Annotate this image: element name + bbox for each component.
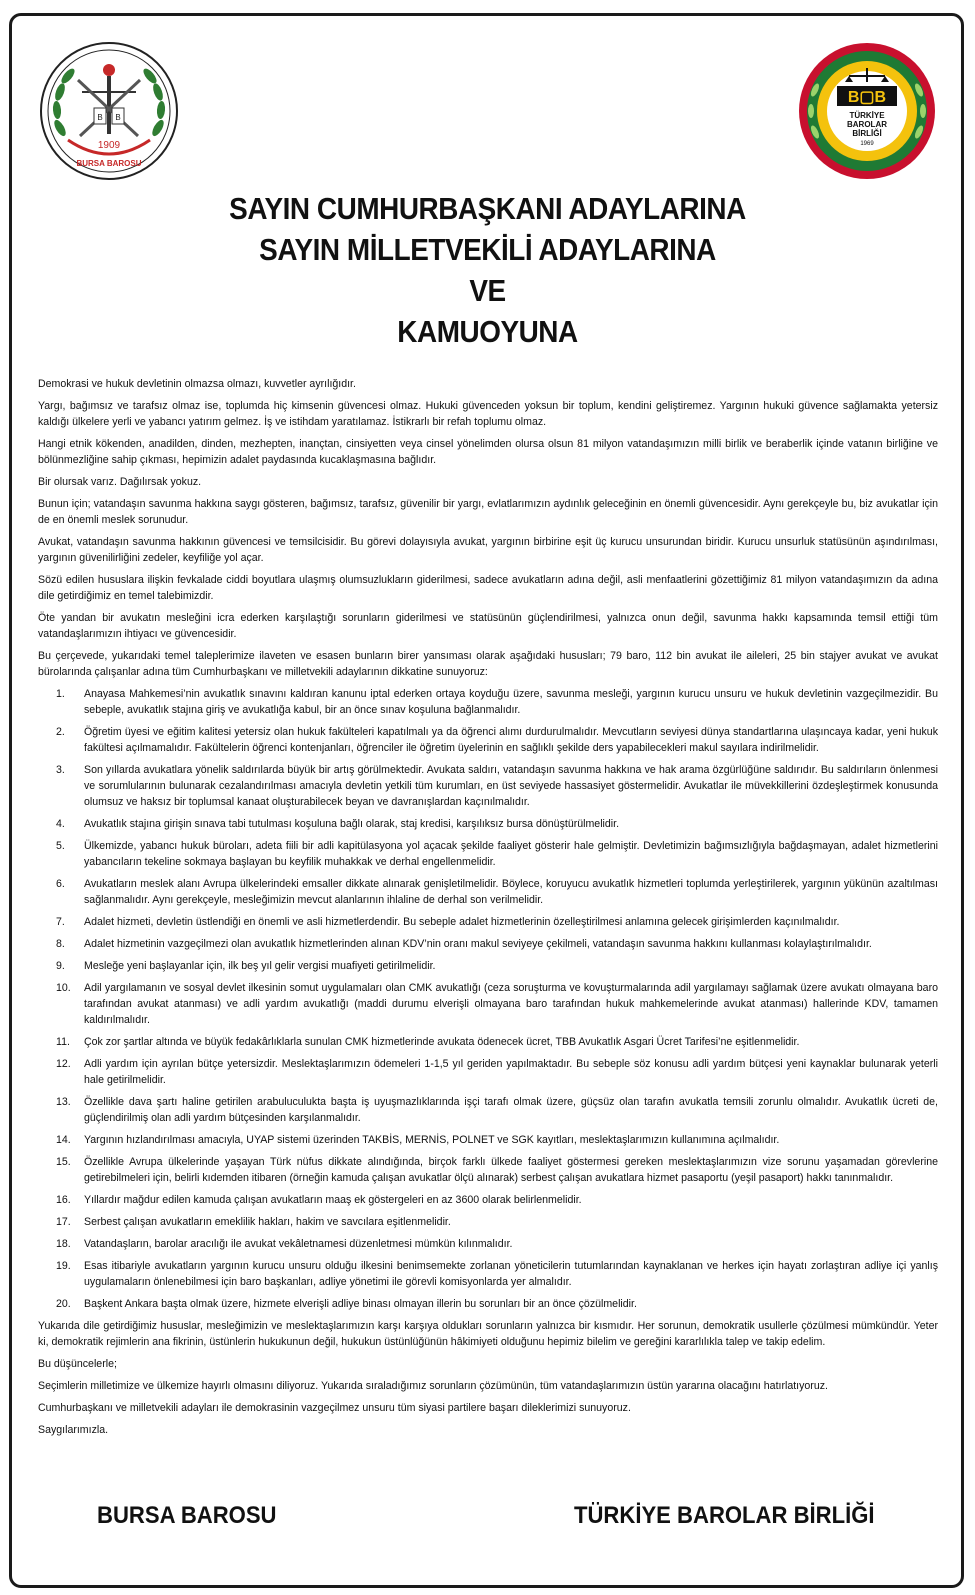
signature-tbb: TÜRKİYE BAROLAR BİRLİĞİ [574, 1502, 875, 1529]
list-item [38, 1236, 938, 1252]
list-item [38, 1192, 938, 1208]
tbb-logo [797, 40, 937, 182]
closing-paragraph: Cumhurbaşkanı ve milletvekili adayları ile demokrasinin vazgeçilmez unsuru tüm siyasi partilere başarı dileklerimizi sunuyoruz. [38, 1402, 631, 1414]
item-text: Mesleğe yeni başlayanlar için, ilk beş yıl gelir vergisi muafiyeti getirilmelidir. [84, 960, 436, 972]
intro-paragraph: Hangi etnik kökenden, anadilden, dinden, mezhepten, inançtan, cinsiyetten veya cinsel yönelimden olursa olsun 81 milyon vatandaşımızın milli birlik ve beraberlik içinde vatanın birliğine ve bölünmezliğine sahip çıkması, hepimizin adalet paydasında kucaklaşmasına bağlıdır. [38, 438, 938, 466]
list-item [38, 838, 938, 870]
intro-paragraph: Avukat, vatandaşın savunma hakkının güvencesi ve temsilcisidir. Bu görevi dolayısıyla avukat, yargının birbirine eşit üç kurucu unsurundan biridir. Kurucu unsurluk statüsünün aşındırılması, yargının güvenilirliğini zedeler, keyfiliğe yol açar. [38, 536, 938, 564]
item-text: Yıllardır mağdur edilen kamuda çalışan avukatların maaş ek göstergeleri en az 3600 olarak belirlenmelidir. [84, 1194, 582, 1206]
signature-bursa-barosu: BURSA BAROSU [97, 1502, 277, 1529]
item-number: 2. [56, 726, 65, 738]
list-item [38, 1094, 938, 1126]
intro-paragraph: Sözü edilen hususlara ilişkin fevkalade ciddi boyutlara ulaşmış olumsuzlukların giderilmesi, sadece avukatların adına değil, asli menfaatlerini gözettiğimiz 81 milyon vatandaşımızın da adına dile getirdiğimiz en temel talebimizdir. [38, 574, 938, 602]
list-item [38, 1056, 938, 1088]
item-text: Avukatların meslek alanı Avrupa ülkelerindeki emsaller dikkate alınarak genişletilmelidir. Böylece, koruyucu avukatlık hizmetleri toplumda yerleştirilerek, yargının yükünün azaltılması sağlanmalıdır. Aynı gerekçeyle, mesleğimizin mevcut alanlarının ihlaline de derhal son verilmelidir. [84, 878, 938, 906]
list-item [38, 816, 938, 832]
item-text: Adalet hizmetinin vazgeçilmezi olan avukatlık hizmetlerinden alınan KDV’nin oranı makul seviyeye çekilmeli, vatandaşın savunma hakkını kullanması kolaylaştırılmalıdır. [84, 938, 872, 950]
item-text: Özellikle Avrupa ülkelerinde yaşayan Türk nüfus dikkate alındığında, birçok farklı ülkede faaliyet göstermesi gereken meslektaşlarımızın vize sorunu yaşamadan görevlerine getirebilmeleri için, belirli kıdemden itibaren (örneğin kamuda çalışan avukatlar ölçü alınarak) serbest çalışan avukatlara hizmet pasaportu (yeşil pasaport) hakkı tanınmalıdır. [84, 1156, 938, 1184]
item-number: 1. [56, 688, 65, 700]
page-title [157, 188, 819, 352]
item-text: Ülkemizde, yabancı hukuk büroları, adeta fiili bir adli kapitülasyona yol açacak şekilde faaliyet gösterir hale gelmiştir. Devletimizin bağımsızlığıyla bağdaşmayan, adalet hizmetlerini yabancıların tekeline sokmaya başlayan bu keyfilik muhakkak ve derhal engellenmelidir. [84, 840, 938, 868]
item-text: Son yıllarda avukatlara yönelik saldırılarda büyük bir artış görülmektedir. Avukata saldırı, vatandaşın savunma hakkına ve hak arama özgürlüğüne saldırıdır. Bu saldırıların önlenmesi ve sorumlularının bulunarak cezalandırılması amacıyla devletin yetkili tüm kurumları, en üst seviyede hassasiyet göstermelidir. Avukatlar ile müvekkillerini özdeşleştirmek konusunda olumsuz ve haksız bir toplumsal kanaat oluşturabilecek beyan ve davranışlardan kaçınılmalıdır. [84, 764, 938, 808]
tbb-logo-line3: BİRLİĞİ [852, 129, 882, 138]
item-text: Esas itibariyle avukatların yargının kurucu unsuru olduğu ilkesini benimsemekte zorlanan yöneticilerin tutumlarından kaynaklanan ve herkes için hayatı zorlaştıran adliye içi yanlış uygulamaların önlenebilmesi için baro başkanları, adliye yönetimi ile görevli komisyonlarda yer almalıdır. [84, 1260, 938, 1288]
svg-text:B: B [97, 113, 103, 122]
item-text: Adil yargılamanın ve sosyal devlet ilkesinin somut uygulamaları olan CMK avukatlığı (ceza soruşturma ve kovuşturmalarında adil yargılamayı sağlamak üzere avukatı olmayana baro tarafından avukat atanması) ve adli yardım avukatlığı (maddi durumu elverişli olmayana baro tarafından hukuk mahkemelerinde avukat atanması) hallerinde KDV, tamamen kaldırılmalıdır. [84, 982, 938, 1026]
bursa-barosu-logo [38, 40, 180, 182]
item-text: Adli yardım için ayrılan bütçe yetersizdir. Meslektaşlarımızın ödemeleri 1-1,5 yıl geriden yapılmaktadır. Bu sebeple söz konusu adli yardım bütçesi yeni kaynaklar bulunarak yeterli hale getirilmelidir. [84, 1058, 938, 1086]
item-text: Adalet hizmeti, devletin üstlendiği en önemli ve asli hizmetlerdendir. Bu sebeple adalet hizmetlerinin özelleştirilmesi anlamına gelecek girişimlerden kaçınılmalıdır. [84, 916, 840, 928]
tbb-logo-line2: BAROLAR [847, 120, 887, 129]
item-number: 20. [56, 1298, 71, 1310]
list-item [38, 686, 938, 718]
list-item [38, 1034, 938, 1050]
item-text: Öğretim üyesi ve eğitim kalitesi yetersiz olan hukuk fakülteleri kapatılmalı ya da öğrenci alımı durdurulmalıdır. Mevcutların seviyesi dünya standartlarına ulaşıncaya kadar, yeni hukuk fakültesi açılmamalıdır. Fakültelerin öğrenci kontenjanları, öğrenciler ile öğretim üyelerinin en sağlıklı şekilde ders yapabilecekleri makul sayılara indirilmelidir. [84, 726, 938, 754]
intro-paragraph: Öte yandan bir avukatın mesleğini icra ederken karşılaştığı sorunların giderilmesi ve statüsünün güçlendirilmesi, yalnızca onun değil, savunma hakkı kapsamında temsil ettiği tüm vatandaşlarımızın ihtiyacı ve güvencesidir. [38, 612, 938, 640]
letter-body [38, 376, 938, 1444]
item-number: 18. [56, 1238, 71, 1250]
demands-list [38, 686, 938, 1312]
item-number: 4. [56, 818, 65, 830]
title-line-3: VE [469, 273, 506, 308]
intro-paragraph: Yargı, bağımsız ve tarafsız olmaz ise, toplumda hiç kimsenin güvencesi olmaz. Hukuki güvenceden yoksun bir toplum, kendini geliştiremez. Yargının hukuki güvence sağlamakta yetersiz kaldığı ülkelere yerli ve yabancı yatırım gelmez. İş ve istihdam yaratılamaz. İstikrarlı bir refah toplumu olmaz. [38, 400, 938, 428]
intro-paragraph: Bunun için; vatandaşın savunma hakkına saygı gösteren, bağımsız, tarafsız, güvenilir bir yargı, evlatlarımızın aydınlık geleceğinin en önemli güvencesidir. Aynı gerekçeyle bu, biz avukatlar için de en önemli meslek sorunudur. [38, 498, 938, 526]
item-number: 12. [56, 1058, 71, 1070]
list-item [38, 1154, 938, 1186]
item-number: 5. [56, 840, 65, 852]
list-item [38, 876, 938, 908]
intro-paragraph: Bir olursak varız. Dağılırsak yokuz. [38, 476, 202, 488]
item-number: 3. [56, 764, 65, 776]
item-number: 16. [56, 1194, 71, 1206]
title-line-1: SAYIN CUMHURBAŞKANI ADAYLARINA [229, 191, 746, 226]
list-item [38, 724, 938, 756]
item-number: 9. [56, 960, 65, 972]
closing-paragraph: Yukarıda dile getirdiğimiz hususlar, mesleğimizin ve meslektaşlarımızın karşı karşıya oldukları sorunların yalnızca bir kısmıdır. Her sorunun, demokratik usullerle çözülmesi mümkündür. Yeter ki, demokratik rejimlerin ana fikrinin, üstünlerin hukukunun değil, hukukun üstünlüğünün hâkimiyeti olduğunu hepimiz bilelim ve gereğini kararlılıkla talep ve takip edelim. [38, 1320, 938, 1348]
list-item [38, 936, 938, 952]
closing-paragraph: Bu düşüncelerle; [38, 1358, 117, 1370]
item-number: 8. [56, 938, 65, 950]
item-number: 6. [56, 878, 65, 890]
item-number: 13. [56, 1096, 71, 1108]
intro-paragraph: Bu çerçevede, yukarıdaki temel taleplerimize ilaveten ve esasen bunların birer yansıması olarak aşağıdaki hususları; 79 baro, 112 bin avukat ile aileleri, 25 bin stajyer avukat ve avukat bürolarında çalışanlar adına tüm Cumhurbaşkanı ve milletvekili adaylarının dikkatine sunuyoruz: [38, 650, 938, 678]
item-text: Özellikle dava şartı haline getirilen arabuluculukta başta iş uyuşmazlıklarında işçi tarafı olmak üzere, güçsüz olan tarafın avukatla temsili zorunlu olmalıdır. Avukatlık ücreti de, güçlendirilmiş olan adli yardım bütçesinden karşılanmalıdır. [84, 1096, 938, 1124]
list-item [38, 1258, 938, 1290]
intro-paragraph: Demokrasi ve hukuk devletinin olmazsa olmazı, kuvvetler ayrılığıdır. [38, 378, 356, 390]
list-item [38, 1296, 938, 1312]
tbb-logo-year: 1969 [860, 141, 874, 147]
item-number: 10. [56, 982, 71, 994]
item-number: 19. [56, 1260, 71, 1272]
item-number: 15. [56, 1156, 71, 1168]
list-item [38, 914, 938, 930]
bursa-barosu-seal-icon [38, 40, 180, 182]
item-text: Serbest çalışan avukatların emeklilik hakları, hakim ve savcılara eşitlenmelidir. [84, 1216, 451, 1228]
item-text: Çok zor şartlar altında ve büyük fedakârlıklarla sunulan CMK hizmetlerinde avukata ödenecek ücret, TBB Avukatlık Asgari Ücret Tarifesi’ne eşitlenmelidir. [84, 1036, 800, 1048]
item-number: 11. [56, 1036, 70, 1048]
tbb-logo-line1: TÜRKİYE [849, 111, 885, 120]
item-text: Anayasa Mahkemesi’nin avukatlık sınavını kaldıran kanunu iptal ederken ortaya koyduğu üzere, savunma mesleği, yargının kurucu unsuru ve hukuk devletinin vazgeçilmezidir. Bu sebeple, avukatlık stajına giriş ve avukatlığa kabul, bir an önce sınav koşuluna bağlanmalıdır. [84, 688, 938, 716]
list-item [38, 958, 938, 974]
bursa-logo-year: 1909 [97, 140, 121, 151]
item-text: Başkent Ankara başta olmak üzere, hizmete elverişli adliye binası olmayan illerin bu sorunları bir an önce çözülmelidir. [84, 1298, 637, 1310]
item-text: Vatandaşların, barolar aracılığı ile avukat vekâletnamesi düzenletmesi mümkün kılınmalıdır. [84, 1238, 513, 1250]
item-number: 17. [56, 1216, 71, 1228]
title-line-4: KAMUOYUNA [397, 314, 578, 349]
item-text: Yargının hızlandırılması amacıyla, UYAP sistemi üzerinden TAKBİS, MERNİS, POLNET ve SGK kayıtları, meslektaşlarımızın kullanımına açılmalıdır. [84, 1134, 780, 1146]
list-item [38, 980, 938, 1028]
list-item [38, 1132, 938, 1148]
list-item [38, 1214, 938, 1230]
bursa-logo-text: BURSA BAROSU [76, 159, 142, 168]
closing-paragraph: Saygılarımızla. [38, 1424, 109, 1436]
svg-text:B: B [115, 113, 121, 122]
item-number: 7. [56, 916, 65, 928]
item-number: 14. [56, 1134, 71, 1146]
title-line-2: SAYIN MİLLETVEKİLİ ADAYLARINA [259, 232, 716, 267]
closing-paragraph: Seçimlerin milletimize ve ülkemize hayırlı olmasını diliyoruz. Yukarıda sıraladığımız sorunların çözümünün, tüm vatandaşlarımızın üstün yararına olacağını hatırlatıyoruz. [38, 1380, 828, 1392]
list-item [38, 762, 938, 810]
item-text: Avukatlık stajına girişin sınava tabi tutulması koşuluna bağlı olarak, staj kredisi, karşılıksız bursa dönüştürülmelidir. [84, 818, 620, 830]
turkiye-barolar-birligi-seal-icon [797, 40, 937, 182]
svg-text:B▢B: B▢B [847, 89, 887, 106]
